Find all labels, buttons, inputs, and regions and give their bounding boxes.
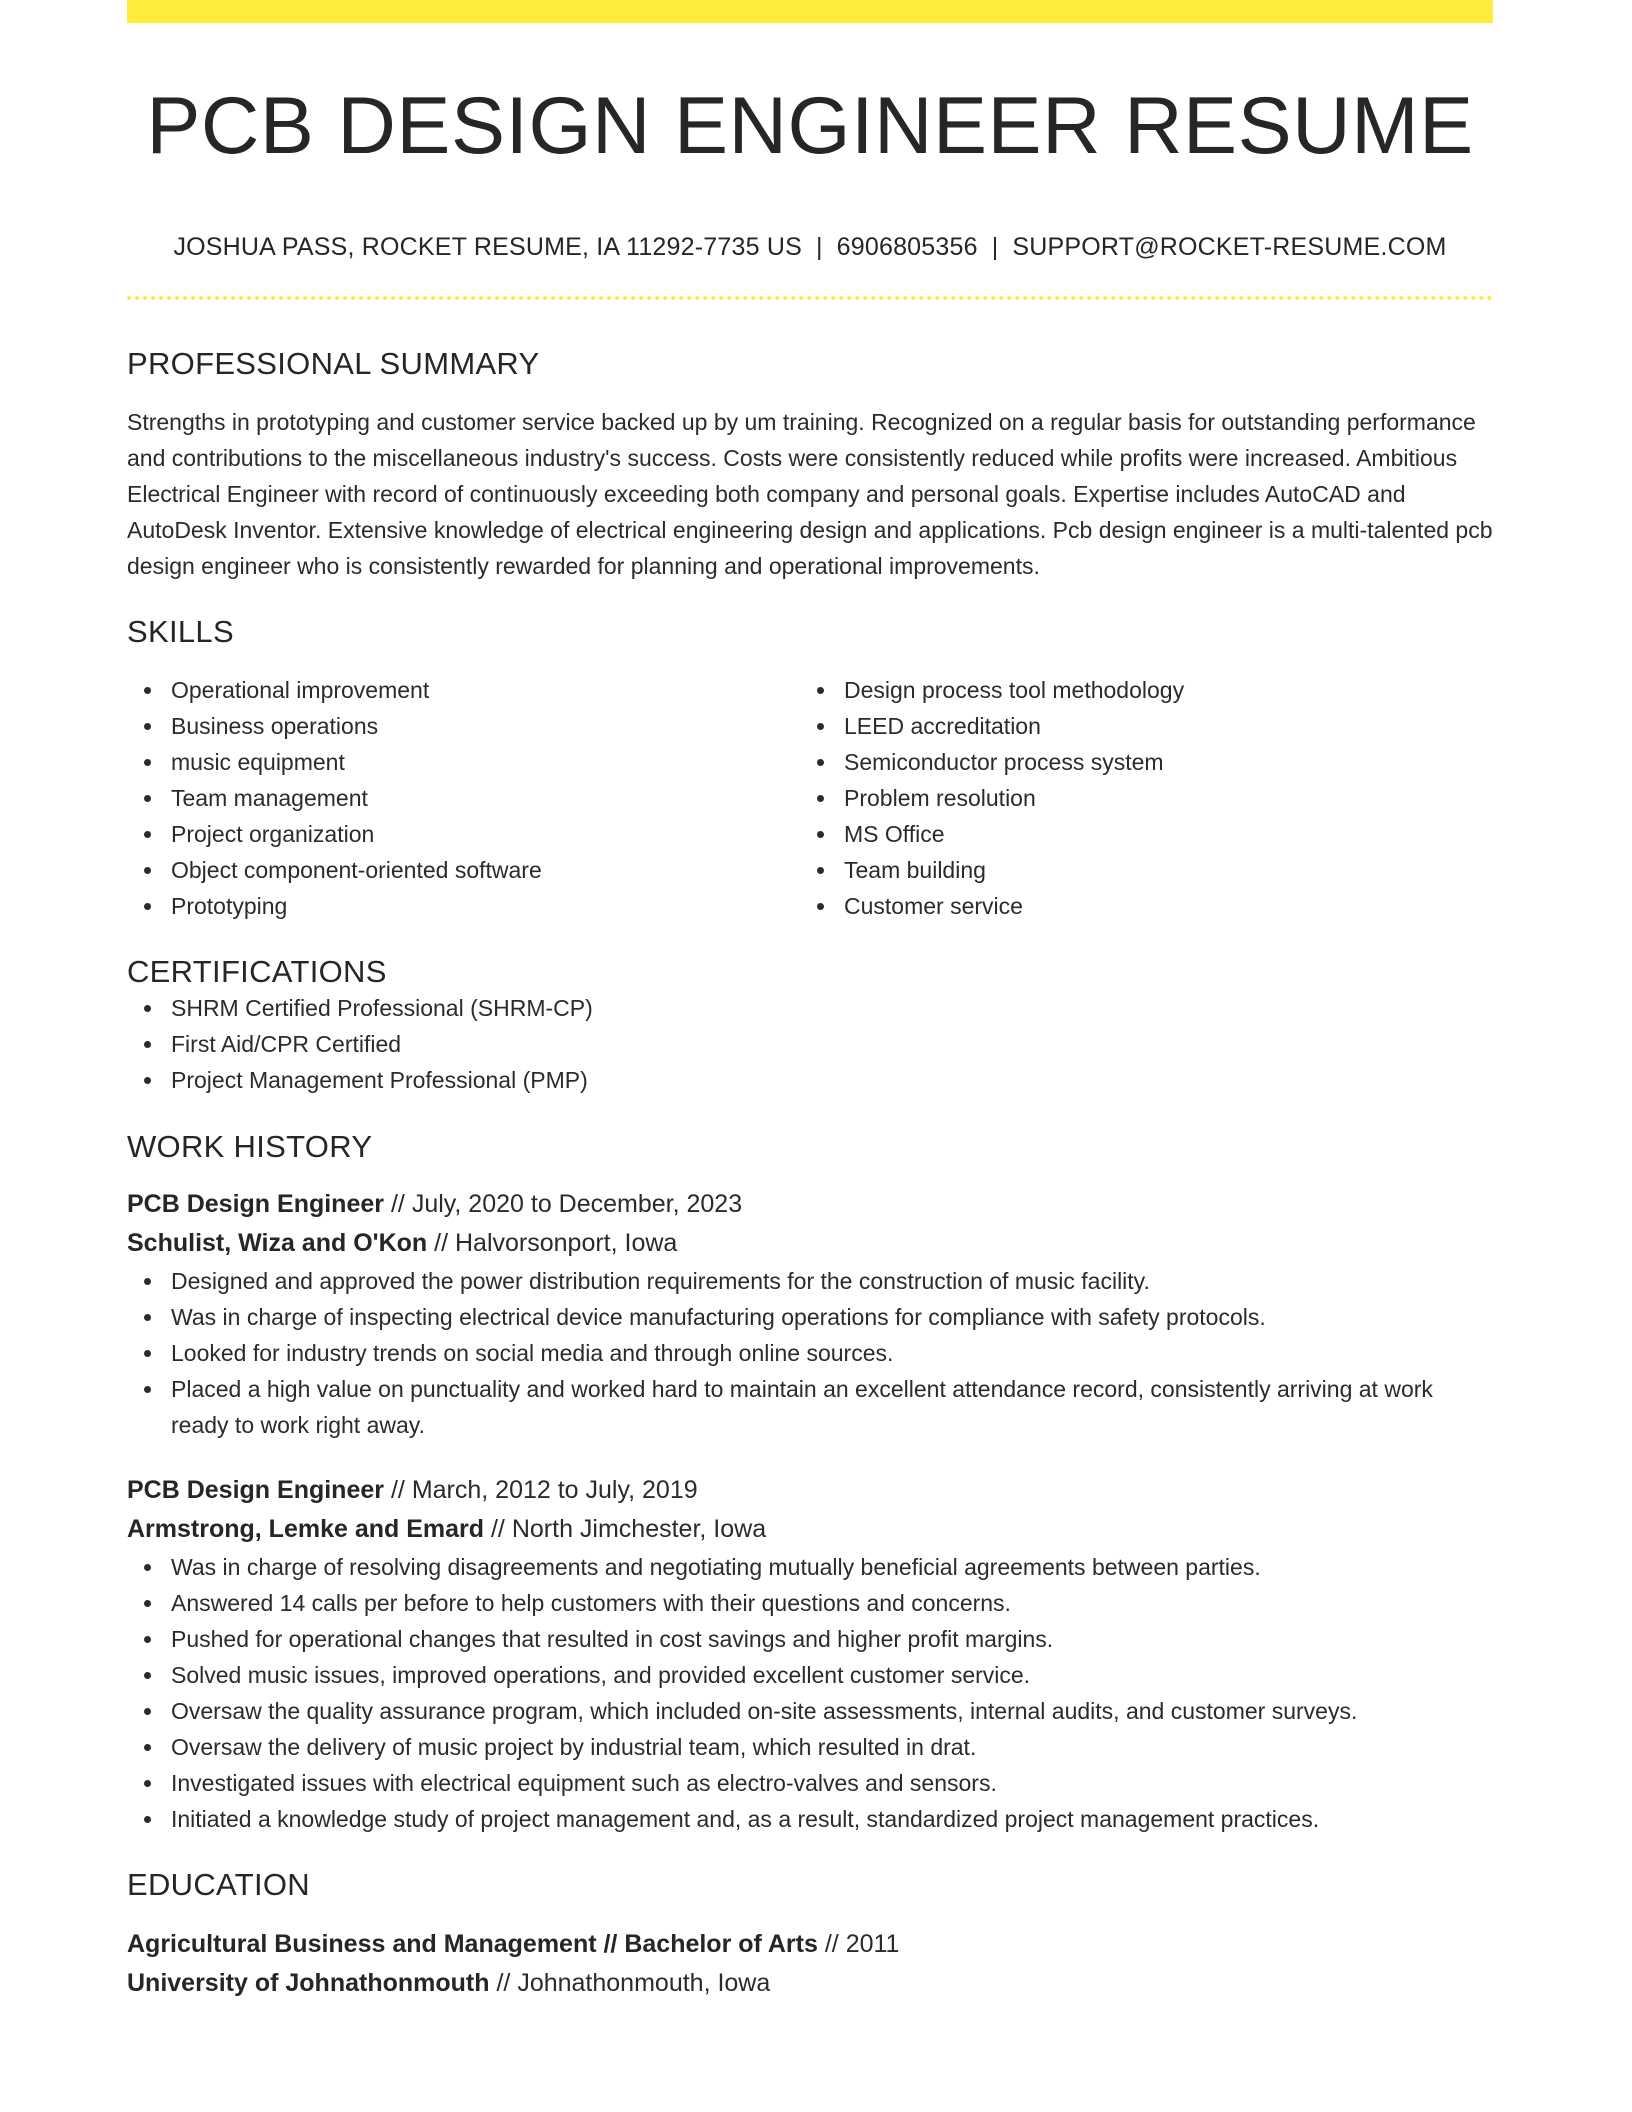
- certifications-section: [127, 954, 1493, 1098]
- contact-line: [127, 233, 1493, 262]
- job-bullets: [127, 1263, 1493, 1443]
- contact-phone: 6906805356: [836, 233, 978, 261]
- work-history-section: [127, 1129, 1493, 1837]
- education-year: 2011: [845, 1930, 900, 1958]
- job-bullet: Oversaw the quality assurance program, which included on-site assessments, internal audits, and customer surveys.: [127, 1693, 1493, 1729]
- skill-item: MS Office: [800, 816, 1473, 852]
- field-divider: //: [390, 1476, 405, 1504]
- work-history-heading: WORK HISTORY: [127, 1129, 373, 1164]
- resume-title: PCB DESIGN ENGINEER RESUME: [146, 81, 1474, 171]
- skills-column-right: [800, 672, 1473, 924]
- contact-separator: |: [991, 233, 999, 261]
- job-title-line: [127, 1185, 1493, 1224]
- job-bullet: Designed and approved the power distribution requirements for the construction of music facility.: [127, 1263, 1493, 1299]
- education-section: [127, 1867, 1493, 2003]
- certification-item: Project Management Professional (PMP): [127, 1062, 1493, 1098]
- job-entry: [127, 1185, 1493, 1443]
- job-company-line: [127, 1510, 1493, 1549]
- skill-item: Object component-oriented software: [127, 852, 800, 888]
- certification-item: First Aid/CPR Certified: [127, 1026, 1493, 1062]
- job-bullet: Oversaw the delivery of music project by industrial team, which resulted in drat.: [127, 1729, 1493, 1765]
- certification-item: SHRM Certified Professional (SHRM-CP): [127, 990, 1493, 1026]
- job-bullet: Initiated a knowledge study of project management and, as a result, standardized project management practices.: [127, 1801, 1493, 1837]
- skill-item: Prototyping: [127, 888, 800, 924]
- job-bullet: Looked for industry trends on social media and through online sources.: [127, 1335, 1493, 1371]
- job-bullet: Placed a high value on punctuality and worked hard to maintain an excellent attendance record, consistently arriving at work ready to work right away.: [127, 1371, 1493, 1443]
- skill-item: Team management: [127, 780, 800, 816]
- dotted-divider: [127, 296, 1493, 300]
- skill-item: Semiconductor process system: [800, 744, 1473, 780]
- job-company: Armstrong, Lemke and Emard: [127, 1515, 485, 1543]
- certifications-list: [127, 990, 1493, 1098]
- field-divider: //: [390, 1190, 405, 1218]
- skill-item: Customer service: [800, 888, 1473, 924]
- education-school-line: [127, 1964, 1493, 2003]
- skill-item: Business operations: [127, 708, 800, 744]
- skills-heading: SKILLS: [127, 614, 234, 649]
- summary-section: [127, 346, 1493, 584]
- field-divider: //: [496, 1969, 511, 1997]
- field-divider: //: [824, 1930, 839, 1958]
- job-company: Schulist, Wiza and O'Kon: [127, 1229, 428, 1257]
- job-bullets: [127, 1549, 1493, 1837]
- skills-grid: [127, 672, 1493, 924]
- education-degree-line: [127, 1925, 1493, 1964]
- job-location: Halvorsonport, Iowa: [455, 1229, 678, 1257]
- skill-item: Operational improvement: [127, 672, 800, 708]
- resume-page: [127, 0, 1493, 2003]
- job-bullet: Pushed for operational changes that resulted in cost savings and higher profit margins.: [127, 1621, 1493, 1657]
- education-heading: EDUCATION: [127, 1867, 310, 1902]
- skill-item: Design process tool methodology: [800, 672, 1473, 708]
- skill-item: music equipment: [127, 744, 800, 780]
- job-dates: March, 2012 to July, 2019: [411, 1476, 698, 1504]
- skill-item: Team building: [800, 852, 1473, 888]
- job-title-line: [127, 1471, 1493, 1510]
- skill-item: Project organization: [127, 816, 800, 852]
- certifications-heading: CERTIFICATIONS: [127, 954, 387, 989]
- education-school: University of Johnathonmouth: [127, 1969, 490, 1997]
- job-bullet: Solved music issues, improved operations, and provided excellent customer service.: [127, 1657, 1493, 1693]
- contact-email: SUPPORT@ROCKET-RESUME.COM: [1012, 233, 1447, 261]
- skill-item: LEED accreditation: [800, 708, 1473, 744]
- job-dates: July, 2020 to December, 2023: [411, 1190, 743, 1218]
- top-accent-bar: [127, 0, 1493, 23]
- education-degree: Agricultural Business and Management // Bachelor of Arts: [127, 1930, 818, 1958]
- job-bullet: Was in charge of resolving disagreements and negotiating mutually beneficial agreements between parties.: [127, 1549, 1493, 1585]
- job-title: PCB Design Engineer: [127, 1476, 384, 1504]
- education-entry: [127, 1925, 1493, 2003]
- contact-separator: |: [815, 233, 823, 261]
- summary-heading: PROFESSIONAL SUMMARY: [127, 346, 540, 381]
- skills-column-left: [127, 672, 800, 924]
- field-divider: //: [490, 1515, 505, 1543]
- summary-text: Strengths in prototyping and customer service backed up by um training. Recognized on a regular basis for outstanding performance and contributions to the miscellaneous industry's success. Costs were consistently reduced while profits were increased. Ambitious Electrical Engineer with record of continuously exceeding both company and personal goals. Expertise includes AutoCAD and AutoDesk Inventor. Extensive knowledge of electrical engineering design and applications. Pcb design engineer is a multi-talented pcb design engineer who is consistently rewarded for planning and operational improvements.: [127, 409, 1493, 579]
- job-bullet: Answered 14 calls per before to help customers with their questions and concerns.: [127, 1585, 1493, 1621]
- education-location: Johnathonmouth, Iowa: [517, 1969, 771, 1997]
- field-divider: //: [434, 1229, 449, 1257]
- job-company-line: [127, 1224, 1493, 1263]
- job-bullet: Was in charge of inspecting electrical device manufacturing operations for compliance with safety protocols.: [127, 1299, 1493, 1335]
- skills-section: [127, 614, 1493, 924]
- job-entry: [127, 1471, 1493, 1837]
- contact-address: JOSHUA PASS, ROCKET RESUME, IA 11292-7735 US: [173, 233, 802, 261]
- job-bullet: Investigated issues with electrical equipment such as electro-valves and sensors.: [127, 1765, 1493, 1801]
- job-location: North Jimchester, Iowa: [511, 1515, 767, 1543]
- skill-item: Problem resolution: [800, 780, 1473, 816]
- job-title: PCB Design Engineer: [127, 1190, 384, 1218]
